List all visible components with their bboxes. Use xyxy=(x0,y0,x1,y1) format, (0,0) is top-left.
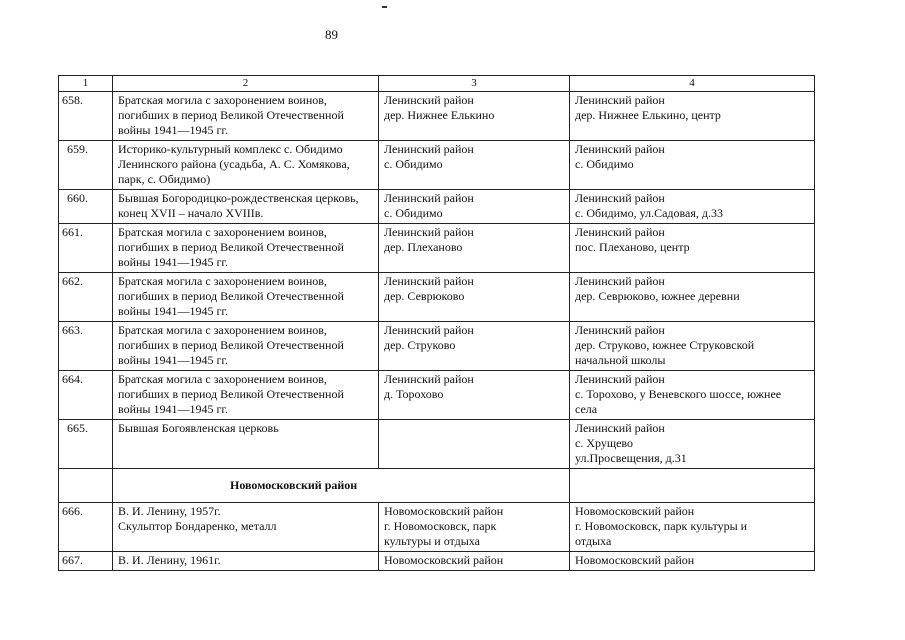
monument-name-line: Бывшая Богоявленская церковь xyxy=(118,421,279,435)
address-line: Ленинский район xyxy=(575,225,665,239)
district xyxy=(379,371,570,420)
district-line: Новомосковский район xyxy=(384,553,504,567)
row-number: 667. xyxy=(59,552,113,571)
monument-name xyxy=(113,190,379,224)
district-line: с. Обидимо xyxy=(384,157,443,171)
address-line: села xyxy=(575,402,598,416)
address xyxy=(570,92,815,141)
monument-name xyxy=(113,371,379,420)
address-line: отдыха xyxy=(575,534,612,548)
district-line: дер. Севрюково xyxy=(384,289,465,303)
address xyxy=(570,552,815,571)
table-row xyxy=(59,552,815,571)
monument-name-line: Братская могила с захоронением воинов, xyxy=(118,323,327,337)
row-number: 663. xyxy=(59,322,113,371)
monument-name xyxy=(113,224,379,273)
district-line: Ленинский район xyxy=(384,142,474,156)
monument-name-line: В. И. Ленину, 1957г. xyxy=(118,504,221,518)
section-row xyxy=(59,469,815,503)
row-number: 658. xyxy=(59,92,113,141)
district xyxy=(379,552,570,571)
header-cell: 3 xyxy=(379,76,570,92)
address-line: пос. Плеханово, центр xyxy=(575,240,690,254)
row-number: 666. xyxy=(59,503,113,552)
address xyxy=(570,224,815,273)
address-line: Ленинский район xyxy=(575,372,665,386)
monument-name xyxy=(113,420,379,469)
address xyxy=(570,420,815,469)
table-row xyxy=(59,190,815,224)
district-line: Ленинский район xyxy=(384,93,474,107)
address-line: Новомосковский район xyxy=(575,504,695,518)
table-row xyxy=(59,322,815,371)
section-empty-cell xyxy=(59,469,113,503)
monument-name xyxy=(113,141,379,190)
address-line: Ленинский район xyxy=(575,142,665,156)
address-line: г. Новомосковск, парк культуры и xyxy=(575,519,748,533)
district-line: д. Торохово xyxy=(384,387,444,401)
monument-name xyxy=(113,322,379,371)
address-line: с. Торохово, у Веневского шоссе, южнее xyxy=(575,387,782,401)
district-line: г. Новомосковск, парк xyxy=(384,519,497,533)
table-row xyxy=(59,92,815,141)
monument-name-line: войны 1941—1945 гг. xyxy=(118,304,228,318)
monument-name-line: Историко-культурный комплекс с. Обидимо xyxy=(118,142,343,156)
table-row xyxy=(59,224,815,273)
section-empty-cell xyxy=(570,469,815,503)
row-number: 659. xyxy=(59,141,113,190)
table-row xyxy=(59,420,815,469)
address-line: Ленинский район xyxy=(575,323,665,337)
row-number: 664. xyxy=(59,371,113,420)
row-number: 662. xyxy=(59,273,113,322)
district-line: культуры и отдыха xyxy=(384,534,480,548)
monument-name-line: Скульптор Бондаренко, металл xyxy=(118,519,277,533)
address xyxy=(570,273,815,322)
district-line: дер. Плеханово xyxy=(384,240,463,254)
header-cell: 4 xyxy=(570,76,815,92)
monument-name-line: конец XVII – начало XVIIIв. xyxy=(118,206,264,220)
row-number: 661. xyxy=(59,224,113,273)
district xyxy=(379,503,570,552)
address-line: дер. Нижнее Елькино, центр xyxy=(575,108,721,122)
address xyxy=(570,503,815,552)
monument-name-line: В. И. Ленину, 1961г. xyxy=(118,553,221,567)
monument-name-line: погибших в период Великой Отечественной xyxy=(118,338,344,352)
address xyxy=(570,141,815,190)
monument-name-line: погибших в период Великой Отечественной xyxy=(118,108,344,122)
monument-name-line: Братская могила с захоронением воинов, xyxy=(118,93,327,107)
monument-name-line: войны 1941—1945 гг. xyxy=(118,123,228,137)
row-number: 660. xyxy=(59,190,113,224)
section-title: Новомосковский район xyxy=(113,469,570,503)
monument-name-line: Бывшая Богородицко-рождественская церковь, xyxy=(118,191,359,205)
address-line: с. Обидимо, ул.Садовая, д.33 xyxy=(575,206,723,220)
header-cell: 2 xyxy=(113,76,379,92)
address-line: Новомосковский район xyxy=(575,553,695,567)
district xyxy=(379,224,570,273)
monument-name-line: Братская могила с захоронением воинов, xyxy=(118,225,327,239)
header-cell: 1 xyxy=(59,76,113,92)
header-row xyxy=(59,76,815,92)
monument-name-line: Ленинского района (усадьба, А. С. Хомякова, xyxy=(118,157,350,171)
address-line: ул.Просвещения, д.31 xyxy=(575,451,687,465)
address xyxy=(570,371,815,420)
monument-name-line: войны 1941—1945 гг. xyxy=(118,353,228,367)
address-line: дер. Струково, южнее Струковской xyxy=(575,338,755,352)
monument-name xyxy=(113,503,379,552)
monument-name-line: войны 1941—1945 гг. xyxy=(118,402,228,416)
address-line: Ленинский район xyxy=(575,274,665,288)
monument-name-line: Братская могила с захоронением воинов, xyxy=(118,372,327,386)
monuments-table xyxy=(58,75,815,571)
address xyxy=(570,322,815,371)
district-line: Ленинский район xyxy=(384,372,474,386)
address-line: Ленинский район xyxy=(575,191,665,205)
district xyxy=(379,92,570,141)
monument-name-line: погибших в период Великой Отечественной xyxy=(118,289,344,303)
district-line: Новомосковский район xyxy=(384,504,504,518)
district-line: Ленинский район xyxy=(384,323,474,337)
district xyxy=(379,420,570,469)
district-line: Ленинский район xyxy=(384,274,474,288)
address-line: Ленинский район xyxy=(575,421,665,435)
monument-name-line: погибших в период Великой Отечественной xyxy=(118,387,344,401)
monument-name-line: погибших в период Великой Отечественной xyxy=(118,240,344,254)
address-line: с. Обидимо xyxy=(575,157,634,171)
address-line: с. Хрущево xyxy=(575,436,633,450)
scan-mark xyxy=(382,6,387,8)
district xyxy=(379,322,570,371)
monument-name-line: парк, с. Обидимо) xyxy=(118,172,211,186)
district-line: дер. Струково xyxy=(384,338,456,352)
address-line: дер. Севрюково, южнее деревни xyxy=(575,289,740,303)
row-number: 665. xyxy=(59,420,113,469)
district xyxy=(379,141,570,190)
district-line: с. Обидимо xyxy=(384,206,443,220)
table-row xyxy=(59,273,815,322)
address xyxy=(570,190,815,224)
page-number: 89 xyxy=(325,27,338,42)
district-line: Ленинский район xyxy=(384,191,474,205)
district-line: Ленинский район xyxy=(384,225,474,239)
address-line: Ленинский район xyxy=(575,93,665,107)
monument-name-line: Братская могила с захоронением воинов, xyxy=(118,274,327,288)
table-row xyxy=(59,371,815,420)
monument-name xyxy=(113,552,379,571)
district-line: дер. Нижнее Елькино xyxy=(384,108,495,122)
district xyxy=(379,273,570,322)
monument-name xyxy=(113,92,379,141)
table-row xyxy=(59,503,815,552)
address-line: начальной школы xyxy=(575,353,666,367)
table-row xyxy=(59,141,815,190)
monument-name-line: войны 1941—1945 гг. xyxy=(118,255,228,269)
district xyxy=(379,190,570,224)
monument-name xyxy=(113,273,379,322)
